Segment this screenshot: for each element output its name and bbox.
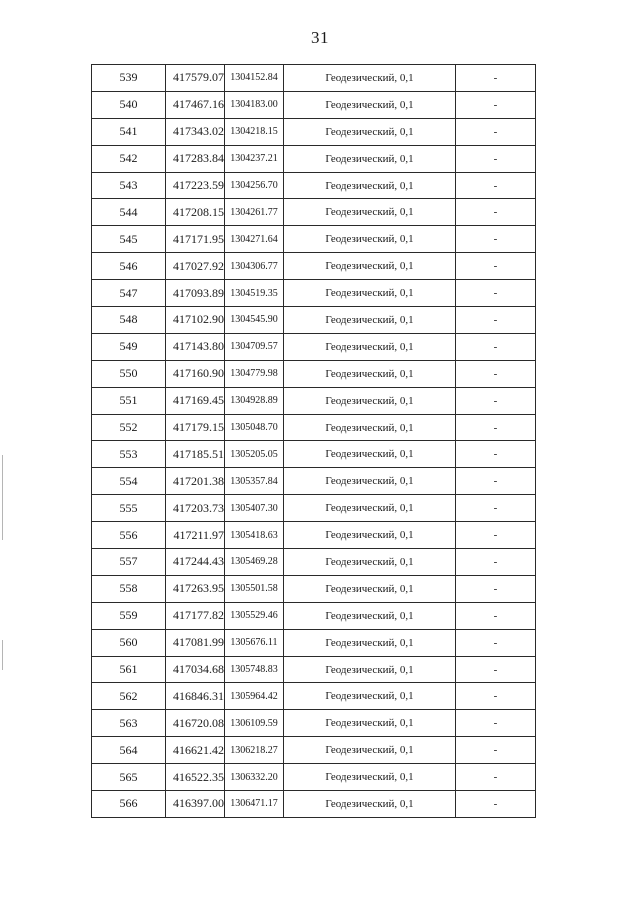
description-cell: - bbox=[456, 253, 536, 280]
method-accuracy-cell: Геодезический, 0,1 bbox=[284, 118, 456, 145]
method-accuracy-cell: Геодезический, 0,1 bbox=[284, 360, 456, 387]
coordinate-x-cell: 417208.15 bbox=[166, 199, 225, 226]
description-cell: - bbox=[456, 199, 536, 226]
coordinate-x-cell: 417283.84 bbox=[166, 145, 225, 172]
description-cell: - bbox=[456, 333, 536, 360]
method-accuracy-cell: Геодезический, 0,1 bbox=[284, 91, 456, 118]
coordinate-x-cell: 417143.80 bbox=[166, 333, 225, 360]
method-accuracy-cell: Геодезический, 0,1 bbox=[284, 683, 456, 710]
coordinate-x-cell: 416621.42 bbox=[166, 737, 225, 764]
method-accuracy-cell: Геодезический, 0,1 bbox=[284, 65, 456, 92]
coordinate-y-cell: 1304271.64 bbox=[225, 226, 284, 253]
method-accuracy-cell: Геодезический, 0,1 bbox=[284, 737, 456, 764]
point-number-cell: 552 bbox=[92, 414, 166, 441]
coordinate-y-cell: 1305676.11 bbox=[225, 629, 284, 656]
description-cell: - bbox=[456, 91, 536, 118]
coordinate-y-cell: 1305964.42 bbox=[225, 683, 284, 710]
table-row bbox=[92, 468, 536, 495]
description-cell: - bbox=[456, 737, 536, 764]
method-accuracy-cell: Геодезический, 0,1 bbox=[284, 495, 456, 522]
point-number-cell: 561 bbox=[92, 656, 166, 683]
coordinate-y-cell: 1304261.77 bbox=[225, 199, 284, 226]
method-accuracy-cell: Геодезический, 0,1 bbox=[284, 333, 456, 360]
point-number-cell: 539 bbox=[92, 65, 166, 92]
description-cell: - bbox=[456, 441, 536, 468]
point-number-cell: 547 bbox=[92, 280, 166, 307]
coordinate-x-cell: 416522.35 bbox=[166, 764, 225, 791]
point-number-cell: 550 bbox=[92, 360, 166, 387]
point-number-cell: 540 bbox=[92, 91, 166, 118]
method-accuracy-cell: Геодезический, 0,1 bbox=[284, 199, 456, 226]
coordinate-x-cell: 417081.99 bbox=[166, 629, 225, 656]
coordinate-y-cell: 1306471.17 bbox=[225, 791, 284, 818]
coordinate-y-cell: 1305205.05 bbox=[225, 441, 284, 468]
table-row bbox=[92, 522, 536, 549]
coordinates-table bbox=[91, 64, 536, 818]
table-row bbox=[92, 683, 536, 710]
point-number-cell: 543 bbox=[92, 172, 166, 199]
point-number-cell: 541 bbox=[92, 118, 166, 145]
point-number-cell: 564 bbox=[92, 737, 166, 764]
description-cell: - bbox=[456, 629, 536, 656]
description-cell: - bbox=[456, 468, 536, 495]
table-row bbox=[92, 65, 536, 92]
coordinate-x-cell: 417160.90 bbox=[166, 360, 225, 387]
point-number-cell: 563 bbox=[92, 710, 166, 737]
description-cell: - bbox=[456, 118, 536, 145]
point-number-cell: 565 bbox=[92, 764, 166, 791]
table-row bbox=[92, 710, 536, 737]
coordinate-y-cell: 1304237.21 bbox=[225, 145, 284, 172]
method-accuracy-cell: Геодезический, 0,1 bbox=[284, 764, 456, 791]
coordinate-x-cell: 417211.97 bbox=[166, 522, 225, 549]
point-number-cell: 562 bbox=[92, 683, 166, 710]
point-number-cell: 566 bbox=[92, 791, 166, 818]
description-cell: - bbox=[456, 656, 536, 683]
table-row bbox=[92, 145, 536, 172]
method-accuracy-cell: Геодезический, 0,1 bbox=[284, 172, 456, 199]
point-number-cell: 554 bbox=[92, 468, 166, 495]
description-cell: - bbox=[456, 575, 536, 602]
table-row bbox=[92, 172, 536, 199]
method-accuracy-cell: Геодезический, 0,1 bbox=[284, 656, 456, 683]
method-accuracy-cell: Геодезический, 0,1 bbox=[284, 549, 456, 576]
coordinate-x-cell: 416397.00 bbox=[166, 791, 225, 818]
coordinate-x-cell: 417203.73 bbox=[166, 495, 225, 522]
method-accuracy-cell: Геодезический, 0,1 bbox=[284, 253, 456, 280]
description-cell: - bbox=[456, 307, 536, 334]
point-number-cell: 555 bbox=[92, 495, 166, 522]
description-cell: - bbox=[456, 172, 536, 199]
table-row bbox=[92, 307, 536, 334]
coordinate-y-cell: 1305418.63 bbox=[225, 522, 284, 549]
point-number-cell: 542 bbox=[92, 145, 166, 172]
scan-margin-mark bbox=[2, 640, 3, 670]
coordinate-y-cell: 1304183.00 bbox=[225, 91, 284, 118]
table-row bbox=[92, 333, 536, 360]
coordinate-y-cell: 1304545.90 bbox=[225, 307, 284, 334]
point-number-cell: 548 bbox=[92, 307, 166, 334]
point-number-cell: 544 bbox=[92, 199, 166, 226]
coordinate-x-cell: 417579.07 bbox=[166, 65, 225, 92]
description-cell: - bbox=[456, 226, 536, 253]
method-accuracy-cell: Геодезический, 0,1 bbox=[284, 307, 456, 334]
coordinate-y-cell: 1305407.30 bbox=[225, 495, 284, 522]
table-row bbox=[92, 549, 536, 576]
point-number-cell: 551 bbox=[92, 387, 166, 414]
coordinate-y-cell: 1304218.15 bbox=[225, 118, 284, 145]
coordinate-y-cell: 1304306.77 bbox=[225, 253, 284, 280]
description-cell: - bbox=[456, 65, 536, 92]
coordinate-y-cell: 1304779.98 bbox=[225, 360, 284, 387]
table-row bbox=[92, 575, 536, 602]
description-cell: - bbox=[456, 683, 536, 710]
description-cell: - bbox=[456, 280, 536, 307]
point-number-cell: 553 bbox=[92, 441, 166, 468]
table-row bbox=[92, 737, 536, 764]
coordinate-x-cell: 417223.59 bbox=[166, 172, 225, 199]
coordinate-x-cell: 417179.15 bbox=[166, 414, 225, 441]
description-cell: - bbox=[456, 602, 536, 629]
table-row bbox=[92, 414, 536, 441]
coordinate-x-cell: 417034.68 bbox=[166, 656, 225, 683]
point-number-cell: 558 bbox=[92, 575, 166, 602]
table-row bbox=[92, 199, 536, 226]
table-row bbox=[92, 602, 536, 629]
table-row bbox=[92, 226, 536, 253]
coordinate-x-cell: 417343.02 bbox=[166, 118, 225, 145]
method-accuracy-cell: Геодезический, 0,1 bbox=[284, 575, 456, 602]
coordinate-y-cell: 1305748.83 bbox=[225, 656, 284, 683]
description-cell: - bbox=[456, 522, 536, 549]
method-accuracy-cell: Геодезический, 0,1 bbox=[284, 145, 456, 172]
coordinate-y-cell: 1305529.46 bbox=[225, 602, 284, 629]
point-number-cell: 546 bbox=[92, 253, 166, 280]
coordinate-x-cell: 416846.31 bbox=[166, 683, 225, 710]
table-row bbox=[92, 441, 536, 468]
coordinate-y-cell: 1305469.28 bbox=[225, 549, 284, 576]
description-cell: - bbox=[456, 414, 536, 441]
coordinate-y-cell: 1305048.70 bbox=[225, 414, 284, 441]
table-row bbox=[92, 495, 536, 522]
coordinate-y-cell: 1304709.57 bbox=[225, 333, 284, 360]
method-accuracy-cell: Геодезический, 0,1 bbox=[284, 280, 456, 307]
scan-margin-mark bbox=[2, 455, 3, 540]
coordinate-y-cell: 1305357.84 bbox=[225, 468, 284, 495]
point-number-cell: 559 bbox=[92, 602, 166, 629]
method-accuracy-cell: Геодезический, 0,1 bbox=[284, 441, 456, 468]
table-row bbox=[92, 629, 536, 656]
description-cell: - bbox=[456, 791, 536, 818]
method-accuracy-cell: Геодезический, 0,1 bbox=[284, 629, 456, 656]
coordinate-x-cell: 417093.89 bbox=[166, 280, 225, 307]
coordinate-x-cell: 417185.51 bbox=[166, 441, 225, 468]
table-row bbox=[92, 360, 536, 387]
table-row bbox=[92, 280, 536, 307]
table-row bbox=[92, 118, 536, 145]
point-number-cell: 557 bbox=[92, 549, 166, 576]
coordinate-y-cell: 1304928.89 bbox=[225, 387, 284, 414]
description-cell: - bbox=[456, 387, 536, 414]
coordinate-x-cell: 417263.95 bbox=[166, 575, 225, 602]
coordinate-y-cell: 1306109.59 bbox=[225, 710, 284, 737]
coordinate-x-cell: 417027.92 bbox=[166, 253, 225, 280]
coordinate-x-cell: 417201.38 bbox=[166, 468, 225, 495]
coordinate-x-cell: 417467.16 bbox=[166, 91, 225, 118]
coordinate-y-cell: 1304519.35 bbox=[225, 280, 284, 307]
description-cell: - bbox=[456, 145, 536, 172]
coordinates-table-body bbox=[92, 65, 536, 818]
coordinate-x-cell: 417171.95 bbox=[166, 226, 225, 253]
table-row bbox=[92, 656, 536, 683]
method-accuracy-cell: Геодезический, 0,1 bbox=[284, 710, 456, 737]
point-number-cell: 560 bbox=[92, 629, 166, 656]
coordinate-y-cell: 1304256.70 bbox=[225, 172, 284, 199]
method-accuracy-cell: Геодезический, 0,1 bbox=[284, 522, 456, 549]
table-row bbox=[92, 387, 536, 414]
coordinate-x-cell: 417244.43 bbox=[166, 549, 225, 576]
table-row bbox=[92, 253, 536, 280]
method-accuracy-cell: Геодезический, 0,1 bbox=[284, 602, 456, 629]
point-number-cell: 545 bbox=[92, 226, 166, 253]
table-row bbox=[92, 91, 536, 118]
description-cell: - bbox=[456, 549, 536, 576]
method-accuracy-cell: Геодезический, 0,1 bbox=[284, 387, 456, 414]
coordinate-y-cell: 1306332.20 bbox=[225, 764, 284, 791]
description-cell: - bbox=[456, 710, 536, 737]
coordinate-x-cell: 416720.08 bbox=[166, 710, 225, 737]
table-row bbox=[92, 791, 536, 818]
table-row bbox=[92, 764, 536, 791]
coordinate-x-cell: 417169.45 bbox=[166, 387, 225, 414]
method-accuracy-cell: Геодезический, 0,1 bbox=[284, 226, 456, 253]
description-cell: - bbox=[456, 495, 536, 522]
method-accuracy-cell: Геодезический, 0,1 bbox=[284, 791, 456, 818]
coordinate-y-cell: 1304152.84 bbox=[225, 65, 284, 92]
coordinate-y-cell: 1306218.27 bbox=[225, 737, 284, 764]
description-cell: - bbox=[456, 764, 536, 791]
point-number-cell: 549 bbox=[92, 333, 166, 360]
coordinate-x-cell: 417177.82 bbox=[166, 602, 225, 629]
page-number: 31 bbox=[311, 28, 329, 47]
method-accuracy-cell: Геодезический, 0,1 bbox=[284, 414, 456, 441]
coordinate-x-cell: 417102.90 bbox=[166, 307, 225, 334]
description-cell: - bbox=[456, 360, 536, 387]
method-accuracy-cell: Геодезический, 0,1 bbox=[284, 468, 456, 495]
coordinate-y-cell: 1305501.58 bbox=[225, 575, 284, 602]
point-number-cell: 556 bbox=[92, 522, 166, 549]
